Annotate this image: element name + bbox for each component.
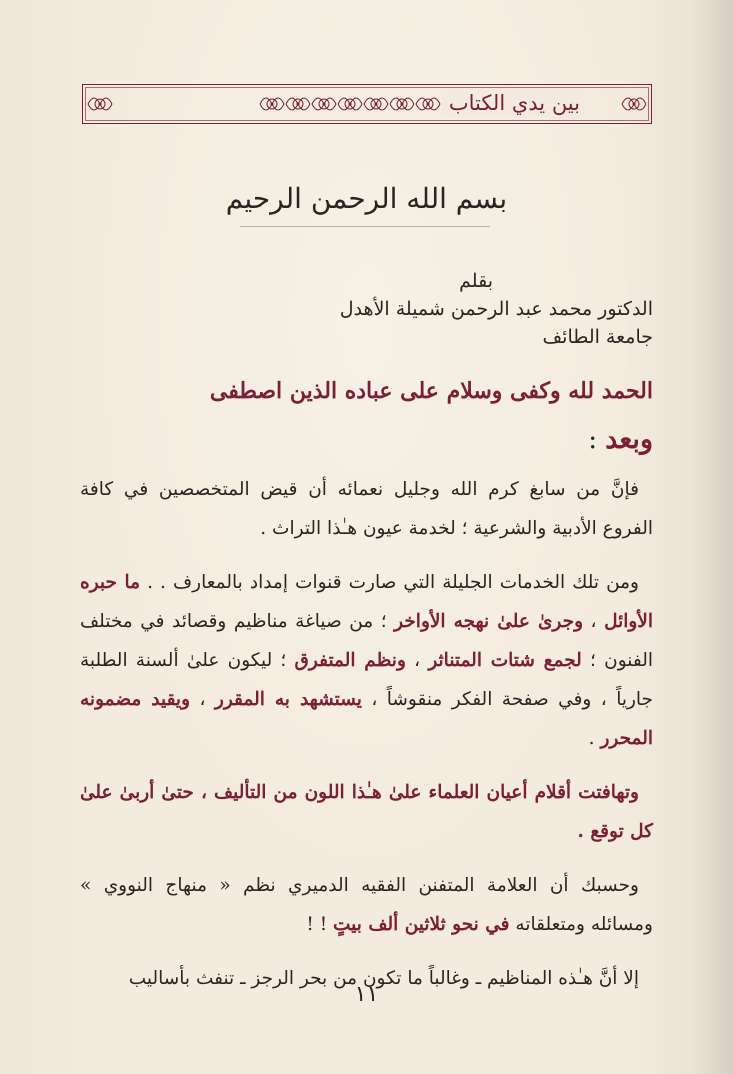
ornament-motif [286, 98, 310, 110]
ornament-motif [364, 98, 388, 110]
highlighted-text: لجمع شتات المتناثر [428, 650, 582, 671]
wabad-colon: : [588, 424, 598, 455]
highlighted-text: ما حبره الأوائل [80, 572, 653, 632]
paragraph-text: ، [405, 650, 429, 671]
ornament-motif [622, 98, 646, 110]
paragraph-text: ؛ ليكون علىٰ ألسنة الطلبة جارياً ، وفي صفحة الفكر منقوشاً ، [80, 650, 653, 710]
author-affiliation: جامعة الطائف [542, 326, 653, 348]
ornament-motif [312, 98, 336, 110]
basmala: بسم الله الرحمن الرحيم [225, 182, 508, 215]
section-header [82, 84, 652, 124]
paragraph-text: ؛ من صياغة مناظيم وقصائد في مختلف الفنون ؛ [80, 611, 653, 671]
paragraph-text: وحسبك أن العلامة المتفنن الفقيه الدميري نظم « منهاج النووي » ومسائله ومتعلقاته [80, 875, 653, 935]
paragraph-text: . [588, 728, 601, 749]
highlighted-text: ونظم المتفرق [294, 650, 406, 671]
highlighted-text: يستشهد به المقرر [214, 689, 362, 710]
paragraph [80, 866, 653, 944]
author-name: الدكتور محمد عبد الرحمن شميلة الأهدل [339, 298, 653, 320]
ornament-motif [416, 98, 440, 110]
opening-praise: الحمد لله وكفى وسلام على عباده الذين اصطفى [209, 378, 653, 404]
paragraph-text: ومن تلك الخدمات الجليلة التي صارت قنوات إمداد بالمعارف . . [140, 572, 639, 593]
highlighted-text: في نحو ثلاثين ألف بيتٍ [333, 914, 510, 935]
paragraph [80, 470, 653, 548]
paragraph-text: ، [583, 611, 605, 632]
page-number: ١١ [354, 982, 379, 1007]
section-title: بين يدي الكتاب [441, 88, 588, 118]
ornament-motif [88, 98, 112, 110]
ornament-motif [338, 98, 362, 110]
paragraph-text: ، [190, 689, 215, 710]
paragraph-text: ! ! [306, 914, 334, 935]
ornament-motif [260, 98, 284, 110]
author-block [233, 267, 653, 351]
wabad-heading [588, 424, 653, 455]
spine-shadow [693, 0, 733, 1074]
highlighted-text: ويقيد مضمونه المحرر [80, 689, 653, 749]
ornament-motif [390, 98, 414, 110]
author-by-label: بقلم [459, 270, 493, 292]
paragraph-text: فإنَّ من سابغ كرم الله وجليل نعمائه أن قيض المتخصصين في كافة الفروع الأدبية والشرعية ؛ لخدمة عيون هـٰذا التراث . [80, 479, 653, 539]
paragraph [80, 773, 653, 851]
wabad-word: وبعد [605, 424, 653, 455]
highlighted-text: وتهافتت أقلام أعيان العلماء علىٰ هـٰذا اللون من التأليف ، حتىٰ أربىٰ علىٰ كل توقع . [80, 782, 653, 842]
paragraph [80, 563, 653, 758]
highlighted-text: وجرىٰ علىٰ نهجه الأواخر [394, 611, 584, 632]
paragraph-text: إلا أنَّ هـٰذه المناظيم ـ وغالباً ما تكون من بحر الرجز ـ تنفث بأساليب [128, 968, 639, 989]
body-text [80, 470, 653, 1013]
basmala-divider [240, 226, 490, 227]
